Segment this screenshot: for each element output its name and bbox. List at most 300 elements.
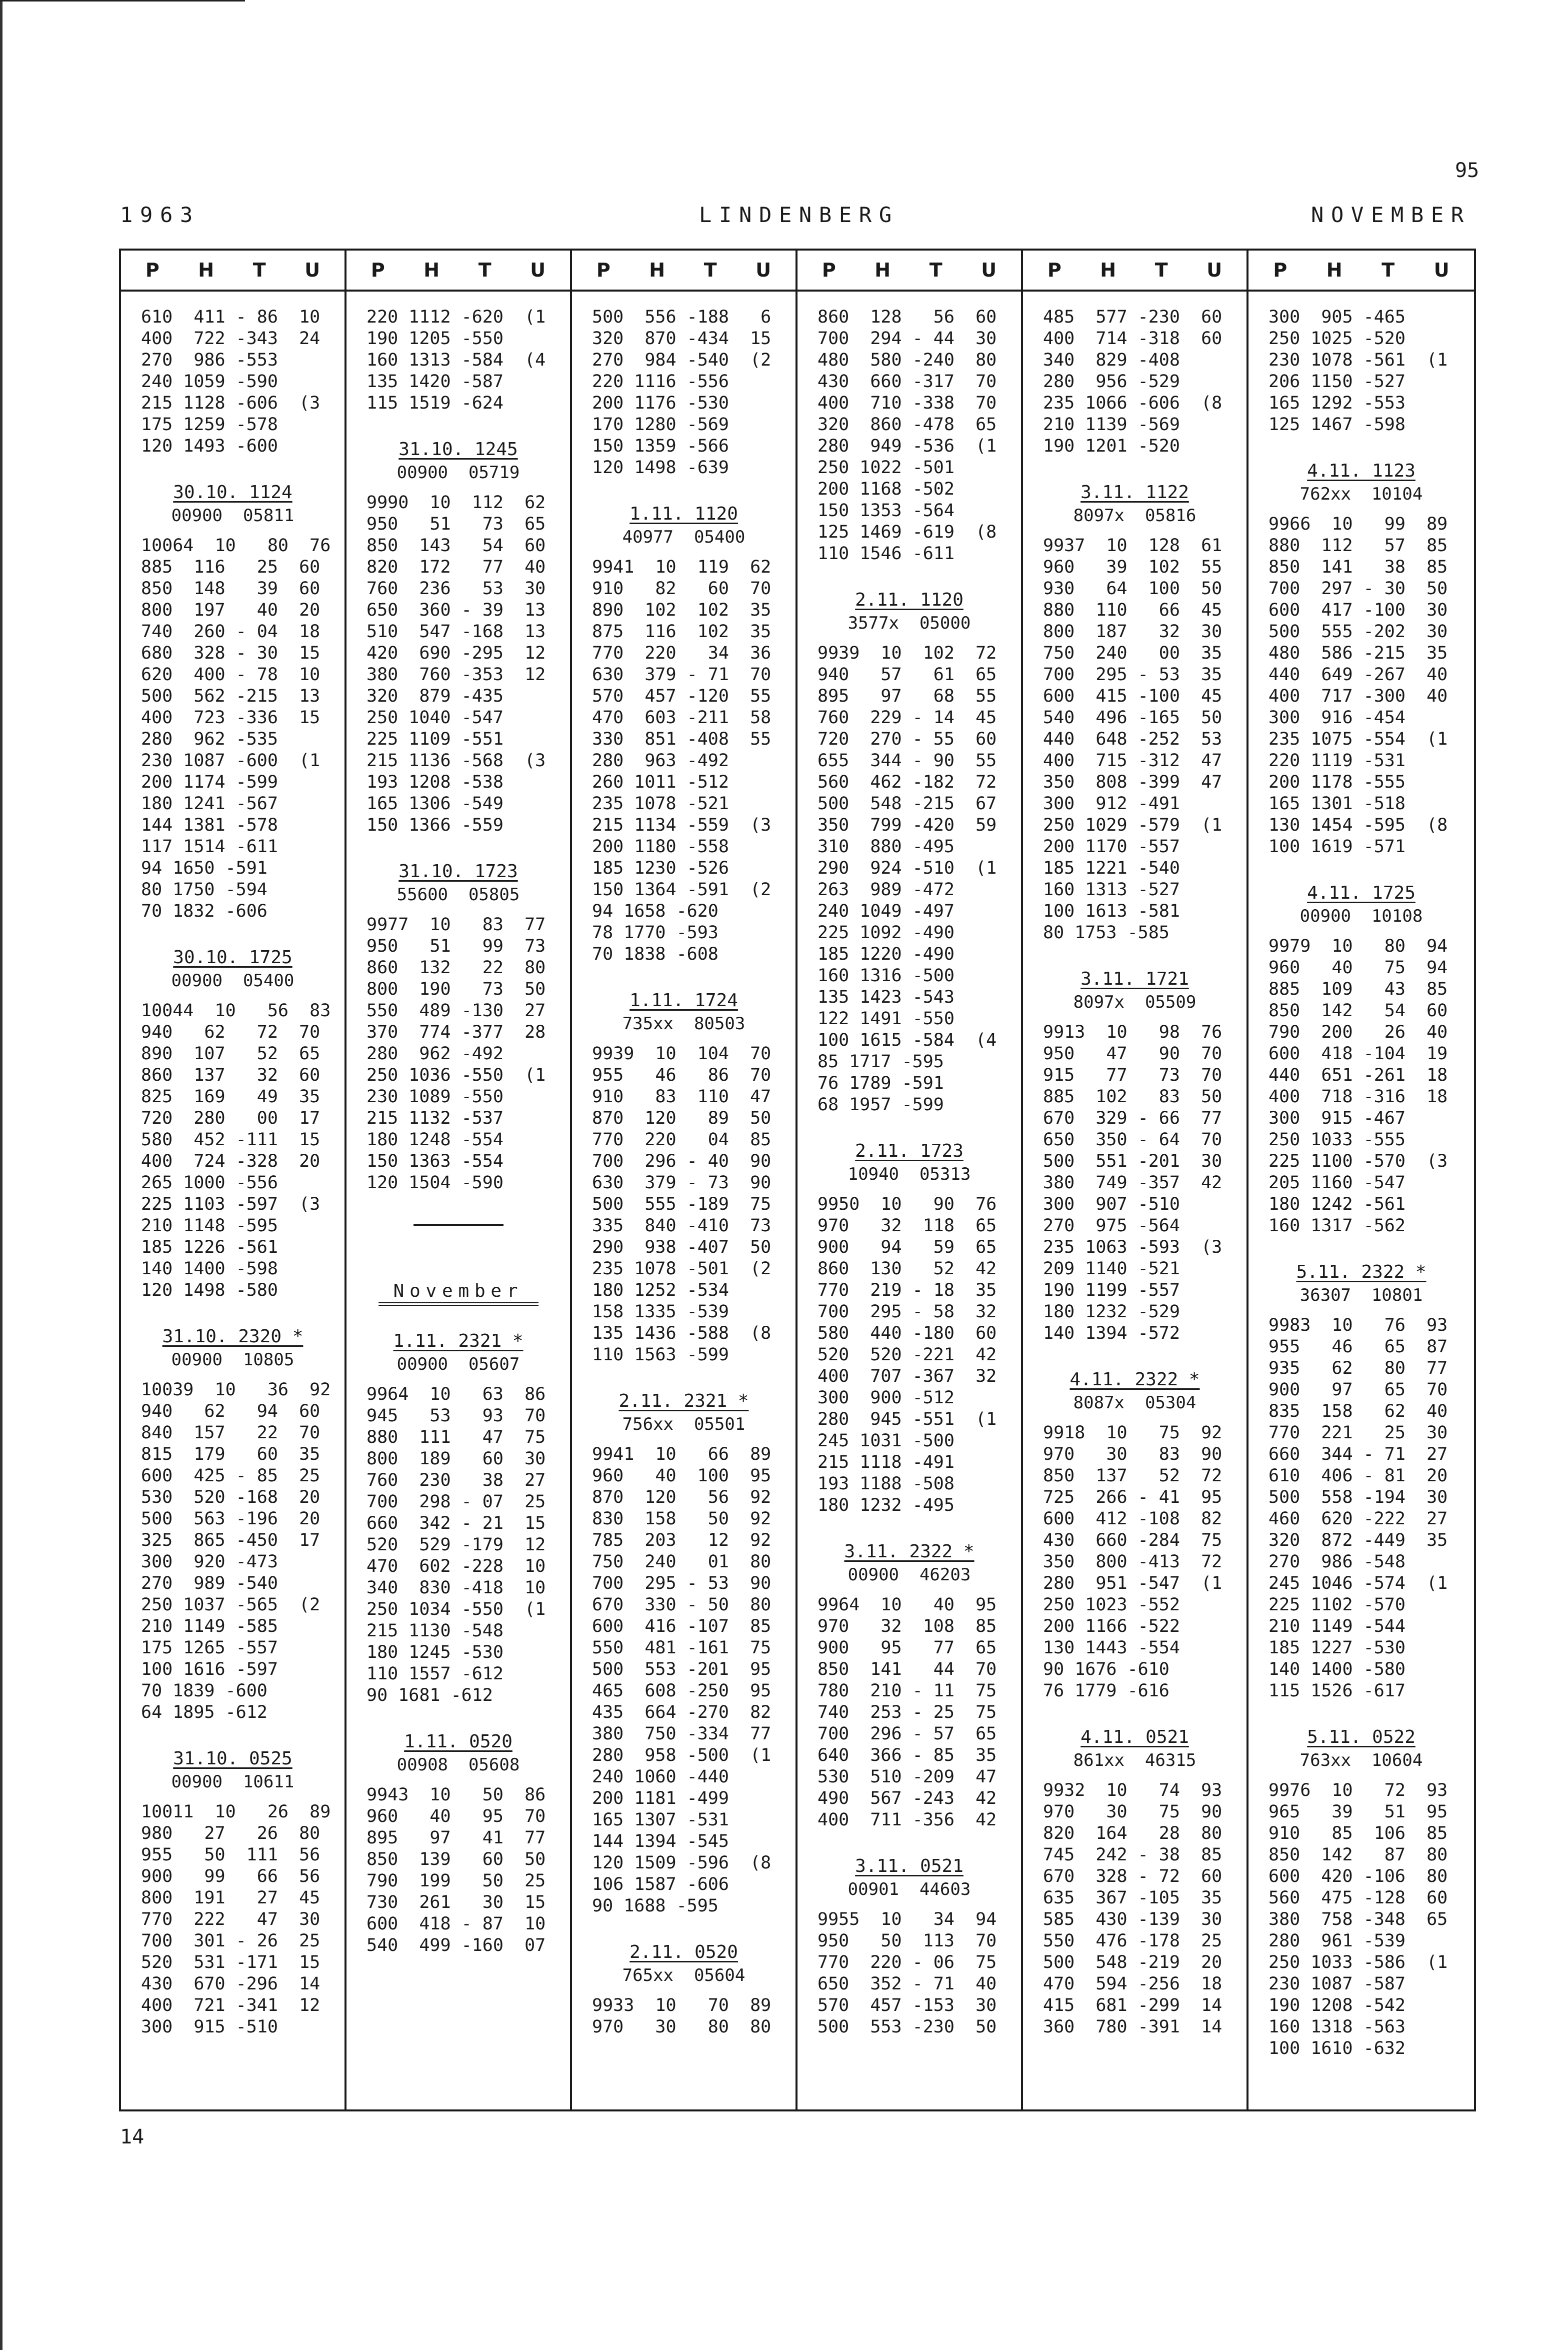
sounding-station-code: 00900 05719 <box>396 463 520 483</box>
table-row: 150 1363 -554 <box>366 1151 504 1171</box>
table-row: 270 984 -540 (2 <box>592 350 772 370</box>
sounding-block <box>121 1747 344 2038</box>
table-row: 94 1650 -591 <box>141 858 268 878</box>
table-row: 205 1160 -547 <box>1268 1173 1406 1193</box>
column-header-label: U <box>304 259 320 281</box>
table-row: 150 1359 -566 <box>592 436 729 456</box>
table-row: 850 142 87 80 <box>1268 1845 1448 1865</box>
table-row: 180 1248 -554 <box>366 1130 504 1150</box>
sounding-title: 5.11. 2322 * <box>1296 1262 1426 1282</box>
sounding-block <box>572 307 796 479</box>
table-column <box>798 251 1023 2109</box>
table-row: 820 164 28 80 <box>1043 1823 1222 1843</box>
sounding-block <box>121 946 344 1301</box>
sounding-station-code: 735xx 80503 <box>622 1014 746 1034</box>
table-row: 880 111 47 75 <box>366 1427 546 1447</box>
sounding-station-code: 55600 05805 <box>396 885 520 905</box>
table-row: 140 1400 -580 <box>1268 1659 1406 1679</box>
table-row: 485 577 -230 60 <box>1043 307 1222 327</box>
table-row: 350 800 -413 72 <box>1043 1552 1222 1572</box>
sounding-title: 4.11. 2322 * <box>1070 1369 1200 1390</box>
table-row: 340 830 -418 10 <box>366 1578 546 1598</box>
table-row: 9933 10 70 89 <box>592 1995 772 2015</box>
table-row: 180 1232 -495 <box>818 1495 954 1515</box>
table-row: 160 1313 -584 (4 <box>366 350 546 370</box>
table-row: 300 915 -467 <box>1268 1108 1406 1128</box>
table-row: 440 649 -267 40 <box>1268 665 1448 685</box>
table-row: 885 116 25 60 <box>141 557 320 577</box>
column-header <box>1248 251 1474 292</box>
table-row: 940 57 61 65 <box>818 665 997 685</box>
table-row: 270 986 -553 <box>141 350 278 370</box>
table-row: 200 1178 -555 <box>1268 772 1406 792</box>
table-row: 9964 10 63 86 <box>366 1384 546 1404</box>
table-row: 263 989 -472 <box>818 880 954 900</box>
table-row: 360 780 -391 14 <box>1043 2017 1222 2037</box>
table-row: 235 1075 -554 (1 <box>1268 729 1448 749</box>
table-row: 250 1022 -501 <box>818 458 954 478</box>
column-header-label: T <box>1154 259 1168 281</box>
table-row: 235 1078 -501 (2 <box>592 1259 772 1279</box>
table-row: 740 253 - 25 75 <box>818 1702 997 1722</box>
sounding-block <box>1023 968 1246 1344</box>
table-row: 580 452 -111 15 <box>141 1130 320 1150</box>
table-row: 650 350 - 64 70 <box>1043 1130 1222 1150</box>
table-row: 440 648 -252 53 <box>1043 729 1222 749</box>
table-row: 520 531 -171 15 <box>141 1952 320 1972</box>
table-row: 970 30 80 80 <box>592 2017 772 2037</box>
table-row: 700 295 - 53 90 <box>592 1573 772 1593</box>
table-row: 960 40 75 94 <box>1268 958 1448 978</box>
table-row: 310 880 -495 <box>818 837 954 857</box>
table-row: 215 1118 -491 <box>818 1452 954 1472</box>
column-header-label: H <box>198 259 214 281</box>
table-row: 860 130 52 42 <box>818 1259 997 1279</box>
table-row: 530 510 -209 47 <box>818 1767 997 1787</box>
table-row: 850 141 44 70 <box>818 1659 997 1679</box>
table-row: 860 132 22 80 <box>366 958 546 978</box>
table-row: 850 141 38 85 <box>1268 557 1448 577</box>
sounding-block <box>1023 1368 1246 1702</box>
table-row: 150 1364 -591 (2 <box>592 880 772 900</box>
table-row: 215 1130 -548 <box>366 1621 504 1641</box>
table-row: 250 1029 -579 (1 <box>1043 815 1222 835</box>
table-row: 890 107 52 65 <box>141 1044 320 1064</box>
table-row: 470 594 -256 18 <box>1043 1974 1222 1994</box>
table-row: 860 128 56 60 <box>818 307 997 327</box>
table-row: 760 230 38 27 <box>366 1470 546 1490</box>
table-row: 70 1838 -608 <box>592 944 718 964</box>
table-row: 120 1498 -639 <box>592 458 729 478</box>
sounding-title: 2.11. 2321 * <box>618 1391 749 1411</box>
table-row: 890 102 102 35 <box>592 600 772 620</box>
table-row: 940 62 94 60 <box>141 1401 320 1421</box>
table-row: 280 951 -547 (1 <box>1043 1573 1222 1593</box>
table-row: 940 62 72 70 <box>141 1022 320 1042</box>
table-row: 220 1116 -556 <box>592 372 729 392</box>
table-row: 460 620 -222 27 <box>1268 1509 1448 1529</box>
table-row: 190 1199 -557 <box>1043 1280 1180 1300</box>
sounding-block <box>121 1325 344 1723</box>
sounding-station-code: 00900 10805 <box>171 1350 294 1370</box>
table-row: 585 430 -139 30 <box>1043 1909 1222 1929</box>
table-row: 430 660 -317 70 <box>818 372 997 392</box>
table-row: 320 860 -478 65 <box>818 415 997 435</box>
table-column <box>121 251 346 2109</box>
table-row: 210 1139 -569 <box>1043 415 1180 435</box>
column-header-label: P <box>1273 259 1288 281</box>
table-row: 245 1031 -500 <box>818 1431 954 1451</box>
table-row: 960 40 95 70 <box>366 1806 546 1826</box>
table-row: 250 1040 -547 <box>366 708 504 728</box>
table-row: 500 563 -196 20 <box>141 1509 320 1529</box>
table-row: 750 240 00 35 <box>1043 643 1222 663</box>
table-row: 200 1174 -599 <box>141 772 278 792</box>
table-row: 117 1514 -611 <box>141 837 278 857</box>
table-row: 830 158 50 92 <box>592 1509 772 1529</box>
table-row: 915 77 73 70 <box>1043 1065 1222 1085</box>
table-row: 190 1205 -550 <box>366 329 504 349</box>
table-row: 400 724 -328 20 <box>141 1151 320 1171</box>
table-row: 640 366 - 85 35 <box>818 1745 997 1765</box>
table-row: 670 330 - 50 80 <box>592 1595 772 1615</box>
table-row: 260 1011 -512 <box>592 772 729 792</box>
table-row: 540 499 -160 07 <box>366 1935 546 1955</box>
table-row: 190 1201 -520 <box>1043 436 1180 456</box>
sounding-station-code: 8087x 05304 <box>1073 1393 1196 1413</box>
table-row: 280 958 -500 (1 <box>592 1745 772 1765</box>
table-row: 9932 10 74 93 <box>1043 1780 1222 1800</box>
sounding-station-code: 00900 10611 <box>171 1772 294 1792</box>
table-row: 945 53 93 70 <box>366 1406 546 1426</box>
table-row: 465 608 -250 95 <box>592 1681 772 1701</box>
table-row: 200 1166 -522 <box>1043 1616 1180 1636</box>
sounding-block <box>1248 1261 1474 1702</box>
column-header-label: P <box>1047 259 1062 281</box>
sounding-title: 31.10. 2320 * <box>162 1326 304 1347</box>
table-row: 94 1658 -620 <box>592 901 718 921</box>
table-row: 500 556 -188 6 <box>592 307 772 327</box>
table-row: 9943 10 50 86 <box>366 1785 546 1805</box>
table-row: 520 529 -179 12 <box>366 1535 546 1555</box>
table-row: 550 476 -178 25 <box>1043 1931 1222 1951</box>
table-row: 430 660 -284 75 <box>1043 1530 1222 1550</box>
table-row: 910 85 106 85 <box>1268 1823 1448 1843</box>
table-row: 955 50 111 56 <box>141 1845 320 1865</box>
table-row: 825 169 49 35 <box>141 1087 320 1107</box>
table-row: 300 905 -465 <box>1268 307 1406 327</box>
table-row: 965 39 51 95 <box>1268 1802 1448 1822</box>
table-row: 68 1957 -599 <box>818 1095 944 1115</box>
column-header <box>798 251 1021 292</box>
table-row: 480 586 -215 35 <box>1268 643 1448 663</box>
table-row: 206 1150 -527 <box>1268 372 1406 392</box>
table-row: 190 1208 -542 <box>1268 1995 1406 2015</box>
table-row: 335 840 -410 73 <box>592 1216 772 1236</box>
table-row: 500 562 -215 13 <box>141 686 320 706</box>
table-row: 215 1132 -537 <box>366 1108 504 1128</box>
table-row: 740 260 - 04 18 <box>141 622 320 642</box>
table-row: 880 110 66 45 <box>1043 600 1222 620</box>
table-row: 230 1087 -587 <box>1268 1974 1406 1994</box>
column-header <box>1023 251 1246 292</box>
table-row: 220 1112 -620 (1 <box>366 307 546 327</box>
sounding-title: 4.11. 0521 <box>1080 1727 1189 1747</box>
table-row: 885 109 43 85 <box>1268 979 1448 999</box>
table-row: 500 558 -194 30 <box>1268 1487 1448 1507</box>
table-row: 320 872 -449 35 <box>1268 1530 1448 1550</box>
table-row: 230 1089 -550 <box>366 1087 504 1107</box>
table-row: 835 158 62 40 <box>1268 1401 1448 1421</box>
table-row: 745 242 - 38 85 <box>1043 1845 1222 1865</box>
table-row: 144 1381 -578 <box>141 815 278 835</box>
table-row: 630 379 - 71 70 <box>592 665 772 685</box>
sounding-block <box>798 307 1021 565</box>
table-row: 420 690 -295 12 <box>366 643 546 663</box>
table-row: 9983 10 76 93 <box>1268 1315 1448 1335</box>
table-row: 700 297 - 30 50 <box>1268 579 1448 599</box>
table-row: 650 360 - 39 13 <box>366 600 546 620</box>
table-row: 230 1087 -600 (1 <box>141 751 320 771</box>
column-header-label: P <box>822 259 836 281</box>
table-row: 380 750 -334 77 <box>592 1724 772 1744</box>
table-row: 950 51 99 73 <box>366 936 546 956</box>
table-row: 210 1149 -585 <box>141 1616 278 1636</box>
table-row: 9913 10 98 76 <box>1043 1022 1222 1042</box>
table-row: 160 1313 -527 <box>1043 880 1180 900</box>
table-row: 270 989 -540 <box>141 1573 278 1593</box>
table-row: 725 266 - 41 95 <box>1043 1487 1222 1507</box>
table-row: 220 1119 -531 <box>1268 751 1406 771</box>
sounding-block <box>798 1140 1021 1516</box>
table-row: 820 172 77 40 <box>366 557 546 577</box>
table-row: 193 1188 -508 <box>818 1474 954 1494</box>
table-row: 225 1103 -597 (3 <box>141 1194 320 1214</box>
table-row: 790 199 50 25 <box>366 1871 546 1891</box>
table-row: 350 799 -420 59 <box>818 815 997 835</box>
table-row: 70 1839 -600 <box>141 1681 268 1701</box>
table-row: 930 64 100 50 <box>1043 579 1222 599</box>
table-row: 620 400 - 78 10 <box>141 665 320 685</box>
table-row: 400 715 -312 47 <box>1043 751 1222 771</box>
column-header-label: H <box>1100 259 1116 281</box>
table-row: 250 1036 -550 (1 <box>366 1065 546 1085</box>
table-row: 120 1504 -590 <box>366 1173 504 1193</box>
table-row: 800 191 27 45 <box>141 1888 320 1908</box>
column-header-label: P <box>145 259 160 281</box>
table-row: 100 1615 -584 (4 <box>818 1030 997 1050</box>
table-row: 470 603 -211 58 <box>592 708 772 728</box>
table-row: 235 1066 -606 (8 <box>1043 393 1222 413</box>
table-row: 470 602 -228 10 <box>366 1556 546 1576</box>
table-row: 76 1779 -616 <box>1043 1681 1170 1701</box>
table-row: 290 924 -510 (1 <box>818 858 997 878</box>
table-row: 660 342 - 21 15 <box>366 1513 546 1533</box>
table-row: 300 900 -512 <box>818 1388 954 1408</box>
table-row: 700 295 - 58 32 <box>818 1302 997 1322</box>
table-row: 185 1221 -540 <box>1043 858 1180 878</box>
table-row: 325 865 -450 17 <box>141 1530 320 1550</box>
column-header-label: U <box>1206 259 1222 281</box>
table-row: 780 210 - 11 75 <box>818 1681 997 1701</box>
table-row: 435 664 -270 82 <box>592 1702 772 1722</box>
table-row: 400 723 -336 15 <box>141 708 320 728</box>
table-row: 165 1306 -549 <box>366 794 504 814</box>
table-row: 610 406 - 81 20 <box>1268 1466 1448 1486</box>
table-row: 850 148 39 60 <box>141 579 320 599</box>
table-row: 380 760 -353 12 <box>366 665 546 685</box>
table-row: 120 1493 -600 <box>141 436 278 456</box>
sounding-block <box>1023 307 1246 457</box>
table-row: 860 137 32 60 <box>141 1065 320 1085</box>
sounding-block <box>346 1730 570 1956</box>
sounding-station-code: 10940 05313 <box>848 1164 971 1184</box>
table-row: 320 879 -435 <box>366 686 504 706</box>
table-row: 230 1078 -561 (1 <box>1268 350 1448 370</box>
table-row: 110 1563 -599 <box>592 1345 729 1365</box>
sounding-block <box>346 1330 570 1706</box>
table-row: 730 261 30 15 <box>366 1892 546 1912</box>
table-row: 850 142 54 60 <box>1268 1001 1448 1021</box>
sounding-title: 31.10. 1245 <box>398 439 518 460</box>
sounding-title: 2.11. 0520 <box>630 1942 738 1962</box>
sounding-title: 2.11. 1723 <box>855 1141 964 1161</box>
table-row: 225 1102 -570 <box>1268 1595 1406 1615</box>
table-row: 785 203 12 92 <box>592 1530 772 1550</box>
table-row: 950 51 73 65 <box>366 514 546 534</box>
sounding-block <box>121 481 344 922</box>
table-row: 9950 10 90 76 <box>818 1194 997 1214</box>
table-row: 9939 10 102 72 <box>818 643 997 663</box>
column-header-label: P <box>596 259 610 281</box>
column-header-label: T <box>252 259 266 281</box>
table-row: 340 829 -408 <box>1043 350 1180 370</box>
sounding-block <box>346 438 570 836</box>
table-row: 130 1443 -554 <box>1043 1638 1180 1658</box>
table-row: 235 1063 -593 (3 <box>1043 1237 1222 1257</box>
table-row: 150 1366 -559 <box>366 815 504 835</box>
column-header-label: U <box>1434 259 1450 281</box>
sounding-title: 4.11. 1123 <box>1307 461 1416 481</box>
table-row: 650 352 - 71 40 <box>818 1974 997 1994</box>
table-row: 70 1832 -606 <box>141 901 268 921</box>
table-row: 600 418 - 87 10 <box>366 1914 546 1934</box>
sounding-title: 1.11. 1724 <box>630 990 738 1011</box>
table-row: 235 1078 -521 <box>592 794 729 814</box>
table-row: 850 137 52 72 <box>1043 1466 1222 1486</box>
table-row: 840 157 22 70 <box>141 1423 320 1443</box>
sounding-station-code: 763xx 10604 <box>1300 1750 1423 1770</box>
table-row: 950 50 113 70 <box>818 1931 997 1951</box>
table-row: 280 956 -529 <box>1043 372 1180 392</box>
sounding-block <box>1248 307 1474 436</box>
table-row: 670 328 - 72 60 <box>1043 1866 1222 1886</box>
table-row: 955 46 86 70 <box>592 1065 772 1085</box>
table-row: 870 120 89 50 <box>592 1108 772 1128</box>
table-row: 200 1181 -499 <box>592 1788 729 1808</box>
sounding-block <box>572 1390 796 1917</box>
table-row: 270 975 -564 <box>1043 1216 1180 1236</box>
table-row: 9941 10 119 62 <box>592 557 772 577</box>
table-row: 250 1037 -565 (2 <box>141 1595 320 1615</box>
table-row: 500 553 -201 95 <box>592 1659 772 1679</box>
table-row: 64 1895 -612 <box>141 1702 268 1722</box>
table-row: 9955 10 34 94 <box>818 1909 997 1929</box>
sounding-title: 2.11. 1120 <box>855 590 964 610</box>
table-row: 185 1227 -530 <box>1268 1638 1406 1658</box>
table-row: 870 120 56 92 <box>592 1487 772 1507</box>
table-row: 165 1307 -531 <box>592 1810 729 1830</box>
table-row: 175 1265 -557 <box>141 1638 278 1658</box>
table-row: 185 1226 -561 <box>141 1237 278 1257</box>
table-row: 320 870 -434 15 <box>592 329 772 349</box>
sounding-station-code: 00900 05811 <box>171 506 294 526</box>
table-row: 250 1023 -552 <box>1043 1595 1180 1615</box>
table-row: 520 520 -221 42 <box>818 1345 997 1365</box>
table-column <box>346 251 572 2109</box>
table-row: 400 714 -318 60 <box>1043 329 1222 349</box>
table-row: 500 551 -201 30 <box>1043 1151 1222 1171</box>
table-row: 700 301 - 26 25 <box>141 1931 320 1951</box>
table-row: 125 1469 -619 (8 <box>818 522 997 542</box>
table-row: 80 1750 -594 <box>141 880 268 900</box>
table-row: 530 520 -168 20 <box>141 1487 320 1507</box>
table-row: 300 907 -510 <box>1043 1194 1180 1214</box>
table-row: 9964 10 40 95 <box>818 1595 997 1615</box>
table-row: 400 711 -356 42 <box>818 1810 997 1830</box>
sounding-title: 3.11. 0521 <box>855 1856 964 1876</box>
table-row: 570 457 -120 55 <box>592 686 772 706</box>
sounding-title: 30.10. 1725 <box>173 947 292 968</box>
table-row: 9977 10 83 77 <box>366 915 546 935</box>
table-row: 400 707 -367 32 <box>818 1366 997 1386</box>
table-row: 610 411 - 86 10 <box>141 307 320 327</box>
table-row: 225 1092 -490 <box>818 923 954 943</box>
sounding-block <box>346 860 570 1194</box>
table-row: 770 219 - 18 35 <box>818 1280 997 1300</box>
table-row: 600 418 -104 19 <box>1268 1044 1448 1064</box>
sounding-block <box>572 503 796 965</box>
table-row: 875 116 102 35 <box>592 622 772 642</box>
sounding-block <box>346 1224 570 1306</box>
table-row: 200 1168 -502 <box>818 479 954 499</box>
sounding-title: 1.11. 1120 <box>630 504 738 524</box>
table-row: 850 143 54 60 <box>366 536 546 556</box>
table-row: 270 986 -548 <box>1268 1552 1406 1572</box>
page-edge-line <box>0 0 2 2350</box>
sounding-station-code: 756xx 05501 <box>622 1414 746 1434</box>
table-row: 510 547 -168 13 <box>366 622 546 642</box>
sounding-station-code: 762xx 10104 <box>1300 484 1423 504</box>
table-row: 490 567 -243 42 <box>818 1788 997 1808</box>
sounding-station-code: 00901 44603 <box>848 1879 971 1899</box>
table-row: 158 1335 -539 <box>592 1302 729 1322</box>
table-row: 300 916 -454 <box>1268 708 1406 728</box>
sounding-block <box>798 1540 1021 1831</box>
column-header-label: T <box>478 259 492 281</box>
sounding-title: 31.10. 1723 <box>398 861 518 882</box>
sounding-block <box>1248 882 1474 1237</box>
table-row: 910 83 110 47 <box>592 1087 772 1107</box>
table-row: 180 1232 -529 <box>1043 1302 1180 1322</box>
column-header-label: T <box>1382 259 1395 281</box>
table-row: 300 920 -473 <box>141 1552 278 1572</box>
table-row: 240 1060 -440 <box>592 1767 729 1787</box>
table-row: 800 189 60 30 <box>366 1449 546 1469</box>
table-row: 180 1252 -534 <box>592 1280 729 1300</box>
table-column <box>572 251 798 2109</box>
table-row: 970 32 108 85 <box>818 1616 997 1636</box>
